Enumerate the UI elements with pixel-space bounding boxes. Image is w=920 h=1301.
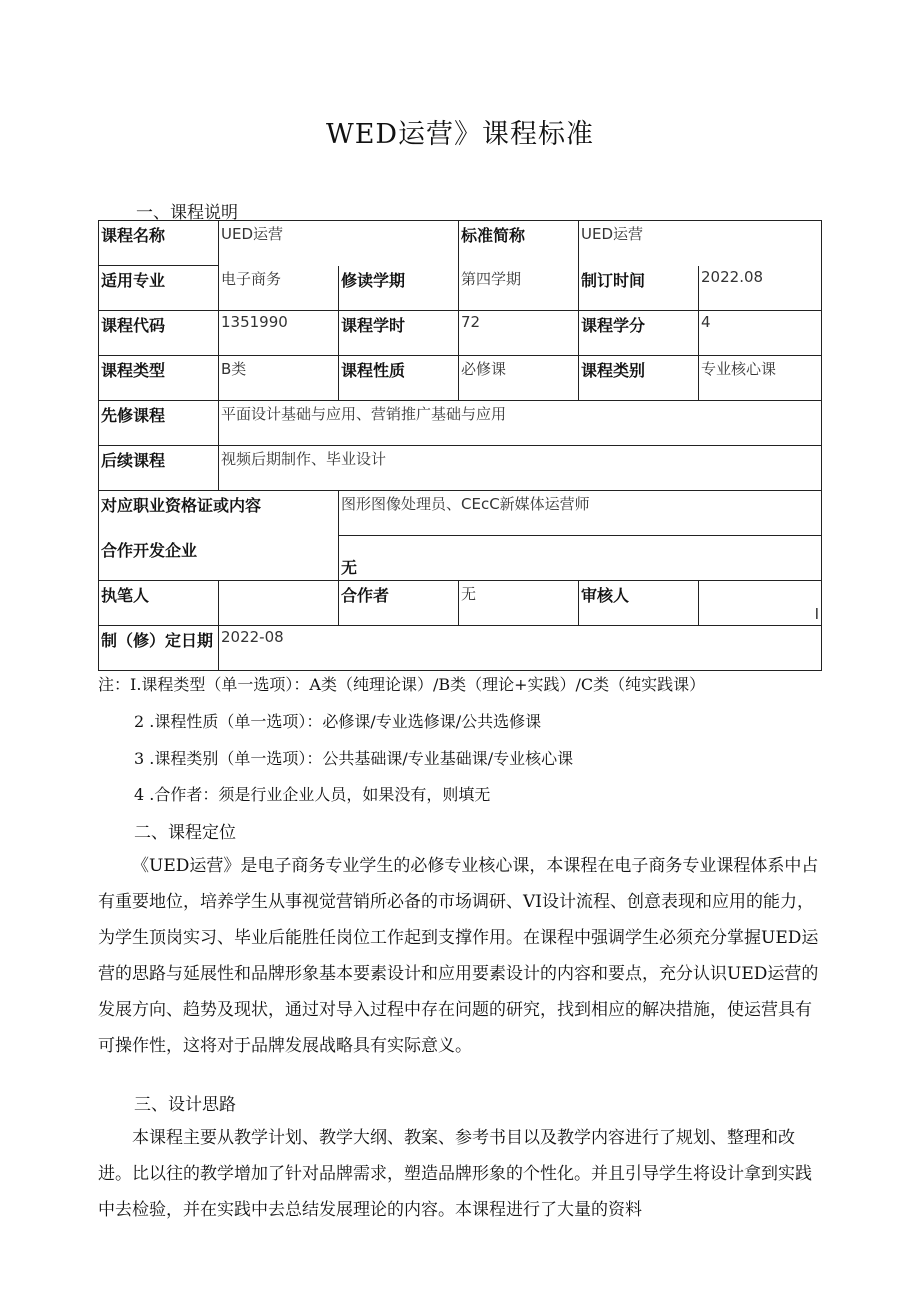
table-row [99,356,822,401]
section-heading-3: 三、设计思路 [134,1095,236,1115]
design-text: 本课程主要从教学计划、教学大纲、教案、参考书目以及教学内容进行了规划、整理和改进。比以往的教学增加了针对品牌需求，塑造品牌形象的个性化。并且引导学生将设计拿到实践中去检验，并在实践中去总结发展理论的内容。本课程进行了大量的资料 [98,1128,812,1220]
prereq-label: 先修课程 [99,401,219,446]
nature-label: 课程性质 [339,356,459,401]
collab-value: 无 [459,581,579,626]
followup-label: 后续课程 [99,446,219,491]
reviewer-label: 审核人 [579,581,699,626]
date-label: 制订时间 [579,266,699,311]
document-title: WED运营》课程标准 [325,119,595,150]
table-row [99,626,822,671]
partner-ent-value: 无 [339,536,822,581]
date-value: 2022.08 [699,266,822,311]
table-row [99,536,822,581]
note-line: 2 .课程性质（单一选项）：必修课/专业选修课/公共选修课 [134,712,542,731]
revise-date-value: 2022-08 [219,626,822,671]
author-value [219,581,339,626]
positioning-text: 《UED运营》是电子商务专业学生的必修专业核心课，本课程在电子商务专业课程体系中占有重要地位，培养学生从事视觉营销所必备的市场调研、VI设计流程、创意表现和应用的能力，为学生顶岗实习、毕业后能胜任岗位工作起到支撑作用。在课程中强调学生必须充分掌握UED运营的思路与延展性和品牌形象基本要素设计和应用要素设计的内容和要点，充分认识UED运营的发展方向、趋势及现状，通过对导入过程中存在问题的研究，找到相应的解决措施，使运营具有可操作性，这将对于品牌发展战略具有实际意义。 [98,856,819,1056]
type-value: B类 [219,356,339,401]
table-row [99,311,822,356]
followup-value: 视频后期制作、毕业设计 [219,446,822,491]
category-label: 课程类别 [579,356,699,401]
course-info-table [98,220,822,671]
credits-label: 课程学分 [579,311,699,356]
prereq-value: 平面设计基础与应用、营销推广基础与应用 [219,401,822,446]
std-abbr-label: 标准简称 [459,221,579,266]
cert-value: 图形图像处理员、CEcC新媒体运营师 [339,491,822,536]
course-name-label: 课程名称 [99,221,219,266]
course-name-value: UED运营 [219,221,459,266]
major-value: 电子商务 [219,266,339,311]
semester-value: 第四学期 [459,266,579,311]
author-label: 执笔人 [99,581,219,626]
hours-value: 72 [459,311,579,356]
credits-value: 4 [699,311,822,356]
code-value: 1351990 [219,311,339,356]
note-line: 4 .合作者：须是行业企业人员，如果没有，则填无 [134,785,491,804]
section-heading-2: 二、课程定位 [134,823,236,843]
table-row [99,401,822,446]
major-label: 适用专业 [99,266,219,311]
partner-ent-label: 合作开发企业 [99,536,339,581]
std-abbr-value: UED运营 [579,221,822,266]
code-label: 课程代码 [99,311,219,356]
table-row [99,221,822,266]
note-line: 注：I.课程类型（单一选项）：A类（纯理论课）/B类（理论+实践）/C类（纯实践课） [98,675,706,694]
table-row [99,446,822,491]
reviewer-value: I [699,581,822,626]
section-heading-1: 一、课程说明 [136,203,238,223]
positioning-paragraph [98,848,828,1064]
category-value: 专业核心课 [699,356,822,401]
hours-label: 课程学时 [339,311,459,356]
design-paragraph [98,1120,828,1228]
cert-label: 对应职业资格证或内容 [99,491,339,536]
table-row [99,266,822,311]
semester-label: 修读学期 [339,266,459,311]
collab-label: 合作者 [339,581,459,626]
type-label: 课程类型 [99,356,219,401]
nature-value: 必修课 [459,356,579,401]
table-row [99,491,822,536]
table-row [99,581,822,626]
revise-date-label: 制（修）定日期 [99,626,219,671]
note-line: 3 .课程类别（单一选项）：公共基础课/专业基础课/专业核心课 [134,749,574,768]
